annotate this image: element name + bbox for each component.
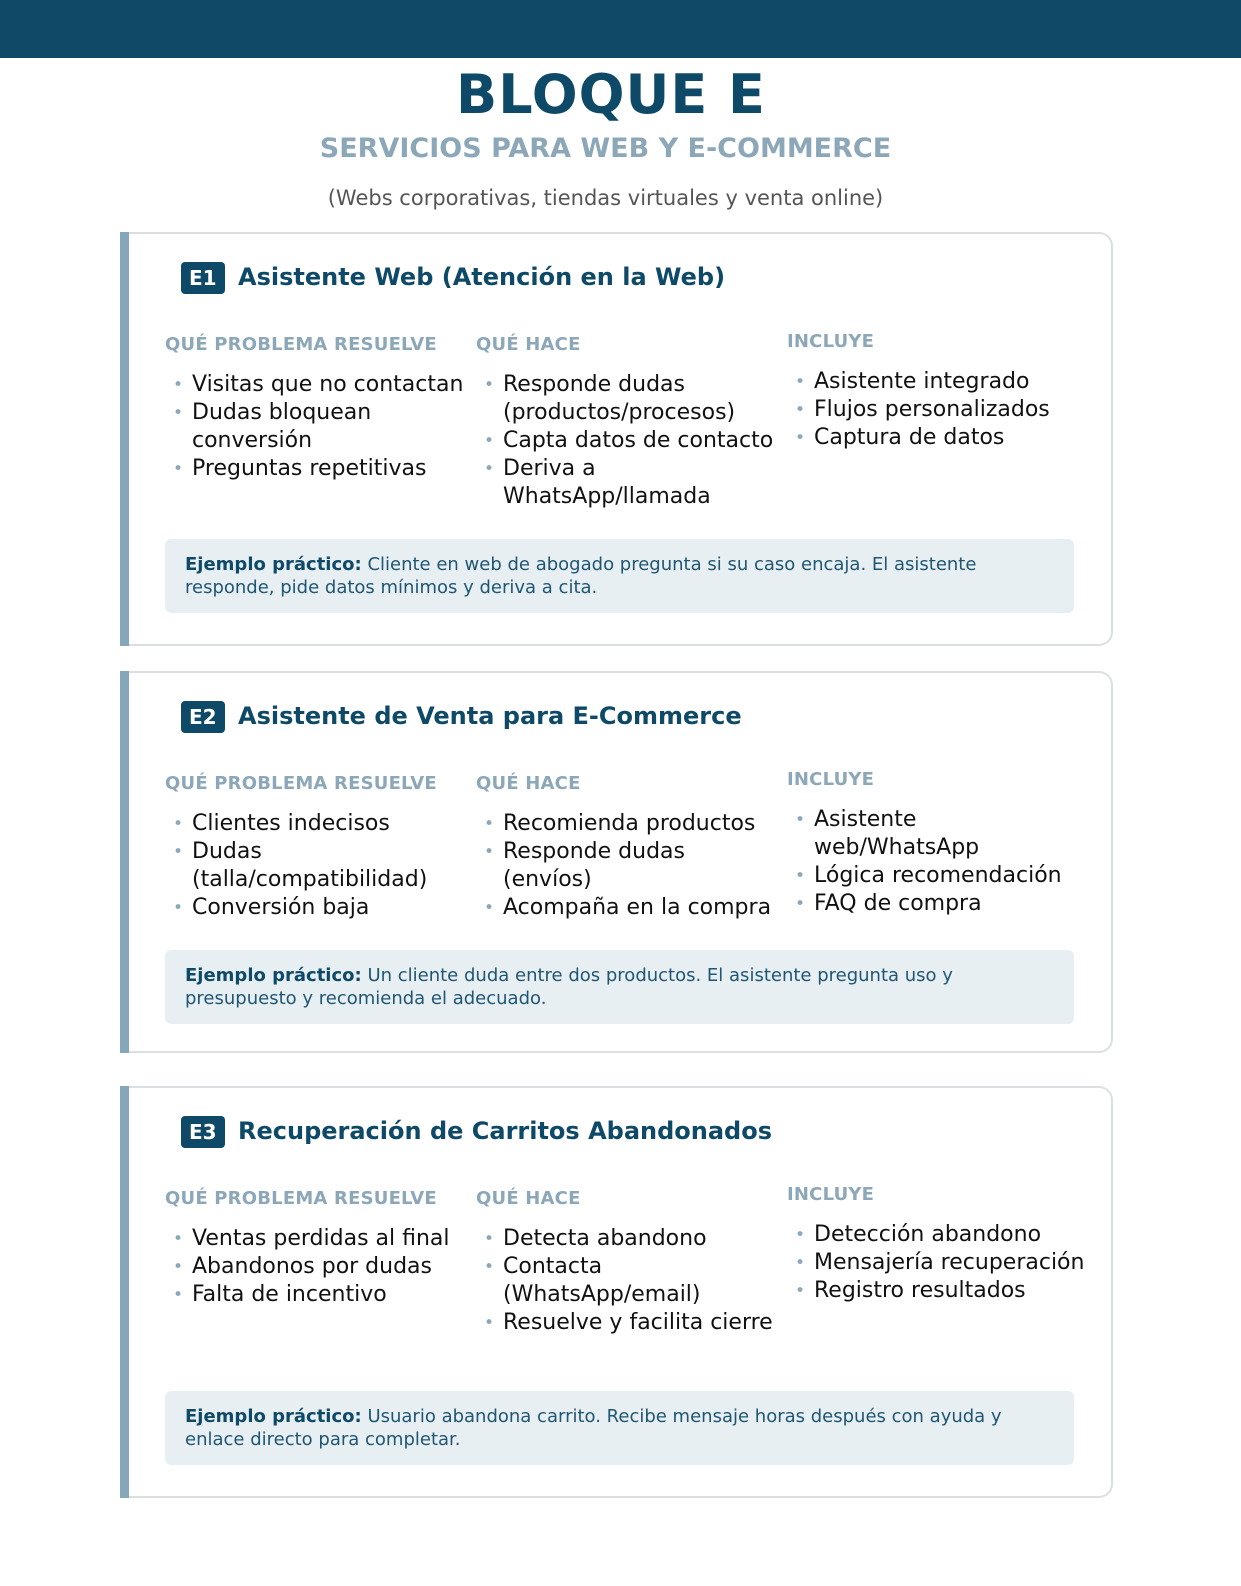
list-item: • Contacta (WhatsApp/email) [476,1253,776,1309]
includes-column [787,330,1087,452]
list-item: • Dudas bloquean conversión [165,399,465,455]
problems-column [165,772,465,922]
card-badge: E2 [181,701,225,733]
list-item: • Detección abandono [787,1221,1087,1249]
column-heading: QUÉ HACE [476,1188,581,1209]
column-heading: INCLUYE [787,1184,875,1205]
example-label: Ejemplo práctico: [185,1406,362,1427]
example-label: Ejemplo práctico: [185,965,362,986]
list-item: • Mensajería recuperación [787,1249,1087,1277]
list-item: • Clientes indecisos [165,810,465,838]
column-heading: QUÉ HACE [476,773,581,794]
list-item: • Conversión baja [165,894,465,922]
list-item: • Responde dudas (productos/procesos) [476,371,776,427]
card-title: Asistente Web (Atención en la Web) [238,263,726,291]
list-item: • Deriva a WhatsApp/llamada [476,455,776,511]
page-tagline: (Webs corporativas, tiendas virtuales y venta online) [327,186,884,210]
example-box [165,1391,1074,1465]
list-item: • Detecta abandono [476,1225,776,1253]
example-box [165,539,1074,613]
list-item: • Resuelve y facilita cierre [476,1309,776,1337]
problems-column [165,333,465,483]
includes-column [787,1183,1087,1305]
actions-column [476,1187,776,1337]
service-card-e3 [120,1086,1113,1498]
column-heading: INCLUYE [787,331,875,352]
example-box [165,950,1074,1024]
list-item: • Visitas que no contactan [165,371,465,399]
list-item: • Asistente integrado [787,368,1087,396]
list-item: • Abandonos por dudas [165,1253,465,1281]
card-title: Recuperación de Carritos Abandonados [238,1117,772,1145]
top-banner-bar [0,0,1241,58]
list-item: • FAQ de compra [787,890,1087,918]
list-item: • Dudas (talla/compatibilidad) [165,838,465,894]
service-card-e1 [120,232,1113,646]
list-item: • Acompaña en la compra [476,894,776,922]
list-item: • Flujos personalizados [787,396,1087,424]
list-item: • Falta de incentivo [165,1281,465,1309]
card-title: Asistente de Venta para E-Commerce [238,702,742,730]
list-item: • Preguntas repetitivas [165,455,465,483]
list-item: • Recomienda productos [476,810,776,838]
list-item: • Registro resultados [787,1277,1087,1305]
actions-column [476,333,776,511]
list-item: • Lógica recomendación [787,862,1087,890]
example-text: Cliente en web de abogado pregunta si su caso encaja. El asistente responde, pide datos mínimos y deriva a cita. [185,554,977,598]
includes-column [787,768,1087,918]
example-label: Ejemplo práctico: [185,554,362,575]
actions-column [476,772,776,922]
list-item: • Capta datos de contacto [476,427,776,455]
column-heading: QUÉ PROBLEMA RESUELVE [165,334,437,355]
column-heading: QUÉ PROBLEMA RESUELVE [165,773,437,794]
list-item: • Ventas perdidas al final [165,1225,465,1253]
card-badge: E1 [181,262,225,294]
problems-column [165,1187,465,1309]
list-item: • Asistente web/WhatsApp [787,806,1087,862]
example-text: Un cliente duda entre dos productos. El asistente pregunta uso y presupuesto y recomienda el adecuado. [185,965,953,1009]
service-card-e2 [120,671,1113,1053]
column-heading: QUÉ HACE [476,334,581,355]
column-heading: QUÉ PROBLEMA RESUELVE [165,1188,437,1209]
example-text: Usuario abandona carrito. Recibe mensaje horas después con ayuda y enlace directo para completar. [185,1406,1002,1450]
card-badge: E3 [181,1116,225,1148]
page-title: BLOQUE E [456,63,766,126]
list-item: • Responde dudas (envíos) [476,838,776,894]
page-subtitle: SERVICIOS PARA WEB Y E-COMMERCE [319,133,892,164]
column-heading: INCLUYE [787,769,875,790]
list-item: • Captura de datos [787,424,1087,452]
